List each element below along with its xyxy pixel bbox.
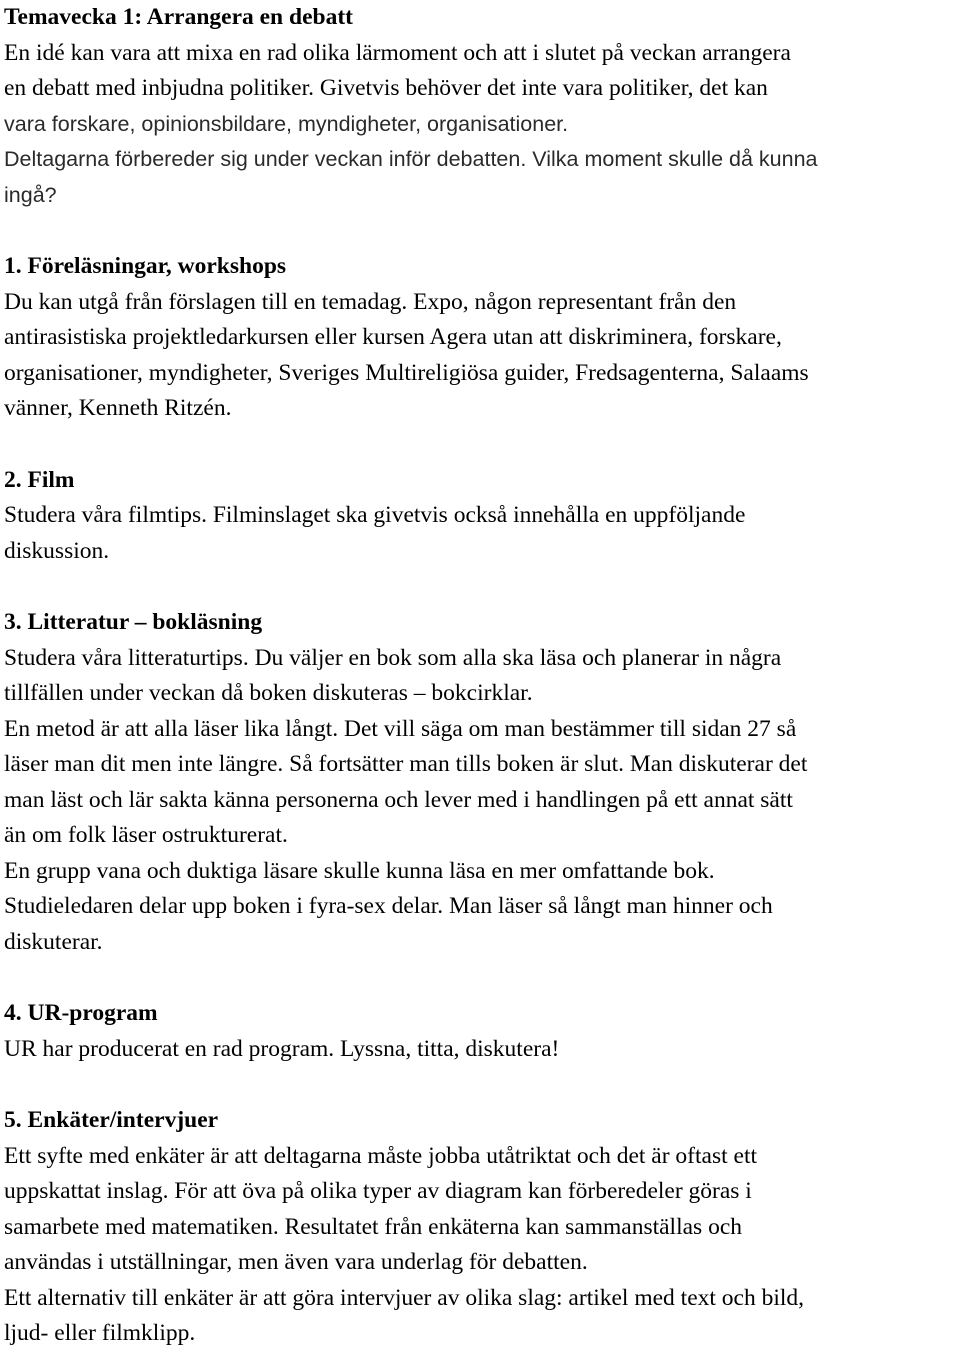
section-line: UR har producerat en rad program. Lyssna, titta, diskutera! [4, 1035, 560, 1062]
section-line: läser man dit men inte längre. Så fortsätter man tills boken är slut. Man diskuterar det [4, 751, 808, 777]
section-spacer [4, 427, 956, 463]
intro-line: ingå? [4, 182, 57, 207]
section-line: ljud- eller filmklipp. [4, 1320, 196, 1346]
section-lectures [4, 249, 956, 427]
section-spacer [4, 569, 956, 605]
section-spacer [4, 960, 956, 996]
section-line: Ett syfte med enkäter är att deltagarna måste jobba utåtriktat och det är oftast ett [4, 1142, 757, 1169]
section-line: samarbete med matematiken. Resultatet från enkäterna kan sammanställas och [4, 1213, 743, 1240]
section-line: Studera våra filmtips. Filminslaget ska givetvis också innehålla en uppföljande [4, 502, 746, 528]
section-line: vänner, Kenneth Ritzén. [4, 395, 232, 421]
section-line: En grupp vana och duktiga läsare skulle kunna läsa en mer omfattande bok. [4, 857, 715, 884]
section-line: Studera våra litteraturtips. Du väljer en bok som alla ska läsa och planerar in några [4, 644, 782, 671]
intro-line: Deltagarna förbereder sig under veckan inför debatten. Vilka moment skulle då kunna [4, 147, 818, 171]
section-line: man läst och lär sakta känna personerna och lever med i handlingen på ett annat sätt [4, 786, 793, 813]
section-literature [4, 605, 956, 960]
section-line: diskuterar. [4, 928, 103, 955]
section-surveys [4, 1103, 956, 1352]
section-line: antirasistiska projektledarkursen eller kursen Agera utan att diskriminera, forskare, [4, 324, 782, 350]
section-line: En metod är att alla läser lika långt. Det vill säga om man bestämmer till sidan 27 så [4, 715, 797, 742]
intro-line: En idé kan vara att mixa en rad olika lärmoment och att i slutet på veckan arrangera [4, 39, 791, 66]
section-heading: 3. Litteratur – bokläsning [4, 609, 263, 635]
section-line: Du kan utgå från förslagen till en temadag. Expo, någon representant från den [4, 288, 737, 315]
section-ur-program [4, 996, 956, 1067]
section-heading: 5. Enkäter/intervjuer [4, 1107, 219, 1133]
section-line: än om folk läser ostrukturerat. [4, 822, 288, 848]
section-film [4, 463, 956, 570]
section-line: Studieledaren delar upp boken i fyra-sex delar. Man läser så långt man hinner och [4, 893, 773, 919]
intro-section [4, 0, 956, 213]
page-title: Temavecka 1: Arrangera en debatt [4, 4, 353, 30]
section-spacer [4, 213, 956, 249]
section-line: uppskattat inslag. För att öva på olika typer av diagram kan förberedeler göras i [4, 1178, 752, 1204]
section-spacer [4, 1067, 956, 1103]
section-heading: 2. Film [4, 466, 75, 493]
section-line: diskussion. [4, 537, 110, 564]
intro-line: en debatt med inbjudna politiker. Givetvis behöver det inte vara politiker, det kan [4, 75, 768, 101]
section-line: Ett alternativ till enkäter är att göra intervjuer av olika slag: artikel med text och bild, [4, 1284, 805, 1311]
section-heading: 1. Föreläsningar, workshops [4, 253, 287, 279]
intro-line: vara forskare, opinionsbildare, myndigheter, organisationer. [4, 111, 569, 136]
section-heading: 4. UR-program [4, 1000, 158, 1026]
section-line: organisationer, myndigheter, Sveriges Multireligiösa guider, Fredsagenterna, Salaams [4, 359, 809, 386]
section-line: användas i utställningar, men även vara underlag för debatten. [4, 1249, 588, 1275]
section-line: tillfällen under veckan då boken diskuteras – bokcirklar. [4, 680, 533, 706]
document-page [4, 0, 956, 1352]
